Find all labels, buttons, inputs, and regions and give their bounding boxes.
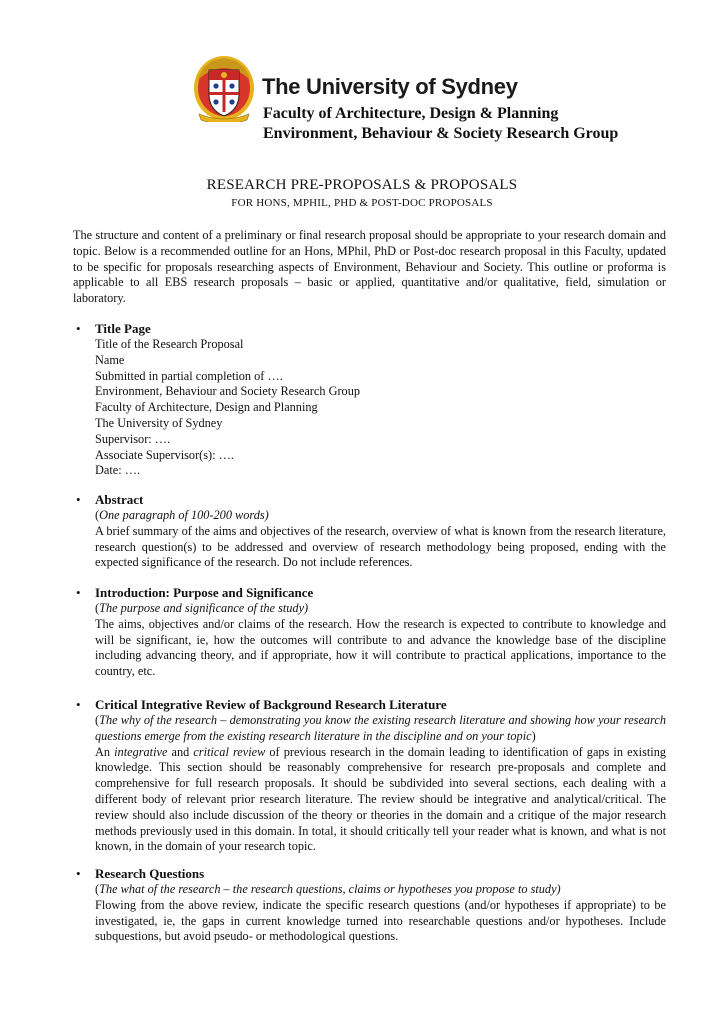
section-heading: Introduction: Purpose and Significance — [95, 585, 314, 600]
section-introduction — [73, 585, 666, 680]
note-open-paren: ( — [95, 508, 100, 522]
note-open-paren: ( — [95, 882, 100, 896]
emphasis-text: critical review — [193, 744, 266, 759]
title-page-line: Associate Supervisor(s): …. — [95, 447, 235, 462]
note-text: The what of the research – the research questions, claims or hypotheses you propose to study) — [99, 882, 561, 896]
section-paragraph: A brief summary of the aims and objectives of the research, overview of what is known from the research literature, research question(s) to be addressed and overview of research methodology being proposed, ending with the expected significance of the research. Do not include references. — [95, 523, 666, 570]
bullet-marker: • — [76, 585, 81, 600]
title-page-line: Name — [95, 352, 125, 367]
bullet-marker: • — [76, 866, 81, 881]
section-note — [95, 601, 666, 617]
paragraph-text: An — [95, 744, 115, 759]
section-note — [95, 882, 666, 898]
section-body — [95, 882, 666, 945]
title-page-line: The University of Sydney — [95, 415, 223, 430]
section-paragraph: The aims, objectives and/or claims of the research. How the research is expected to contribute to knowledge and will be significant, ie, how the outcomes will contribute to and advance the knowledge base of the discipline including advancing theory, and if appropriate, how it will contribute to practical applications, importance to the country, etc. — [95, 616, 666, 679]
bullet-marker: • — [76, 697, 81, 712]
note-close-paren: ) — [531, 728, 536, 743]
note-text: The why of the research – demonstrating you know the existing research literature and showing how your research questions emerge from the existing research literature in the discipline and on your topic — [95, 713, 666, 743]
section-title-page — [73, 321, 666, 479]
section-paragraph — [95, 745, 666, 856]
section-heading: Research Questions — [95, 866, 205, 881]
paragraph-text: of previous research in the domain leading to identification of gaps in existing knowledge. This section should be reasonably comprehensive for research pre-proposals and complete and comprehensive for full research proposals. It should be subdivided into several sections, each dealing with a different body of relevant prior research literature. The review should be integrative and analytical/critical. The review should also include discussion of the theory or theories in the domain and a critique of the major research methods previously used in this domain. In total, it should critically tell your reader what is known, and what is not known, in the domain of your research topic. — [95, 744, 667, 854]
section-heading: Abstract — [95, 492, 144, 507]
title-page-line: Environment, Behaviour and Society Research Group — [95, 384, 360, 399]
section-body — [95, 337, 666, 479]
note-open-paren: ( — [95, 601, 100, 615]
title-page-line: Date: …. — [95, 463, 141, 478]
faculty-name: Faculty of Architecture, Design & Planning — [263, 105, 559, 122]
section-body — [95, 713, 666, 855]
title-page-line: Title of the Research Proposal — [95, 337, 244, 351]
emphasis-text: integrative — [114, 744, 168, 759]
title-page-line: Faculty of Architecture, Design and Planning — [95, 400, 318, 415]
paragraph-text: and — [167, 744, 194, 759]
note-text: The purpose and significance of the study) — [99, 601, 309, 615]
note-open-paren: ( — [95, 713, 100, 727]
university-name: The University of Sydney — [262, 74, 518, 99]
section-research-questions — [73, 866, 666, 945]
note-text: One paragraph of 100-200 words) — [99, 508, 269, 522]
bullet-marker: • — [76, 492, 81, 507]
section-literature-review — [73, 697, 666, 855]
section-note — [95, 713, 666, 745]
document-subtitle: FOR HONS, MPHIL, PHD & POST-DOC PROPOSALS — [231, 197, 493, 209]
research-group-name: Environment, Behaviour & Society Research Group — [263, 125, 619, 142]
intro-paragraph: The structure and content of a preliminary or final research proposal should be appropriate to your research domain and topic. Below is a recommended outline for an Hons, MPhil, PhD or Post-doc research proposal in this Faculty, updated to be specific for proposals researching aspects of Environment, Behaviour and Society. This outline or proforma is applicable to all EBS research proposals – basic or applied, quantitative and/or qualitative, field, simulation or laboratory. — [73, 228, 666, 306]
section-abstract — [73, 492, 666, 571]
section-note — [95, 508, 666, 524]
section-body — [95, 601, 666, 680]
title-page-line: Submitted in partial completion of …. — [95, 368, 283, 383]
section-paragraph: Flowing from the above review, indicate the specific research questions (and/or hypotheses if appropriate) to be investigated, ie, the gaps in current knowledge turned into researchable questions and/or hypotheses. Include subquestions, but avoid pseudo- or methodological questions. — [95, 897, 666, 944]
document-title: RESEARCH PRE-PROPOSALS & PROPOSALS — [206, 177, 518, 193]
bullet-marker: • — [76, 321, 81, 336]
university-crest-icon — [193, 52, 255, 122]
section-body — [95, 508, 666, 571]
section-heading: Title Page — [95, 321, 151, 336]
section-heading: Critical Integrative Review of Background Research Literature — [95, 697, 447, 712]
title-page-line: Supervisor: …. — [95, 431, 171, 446]
